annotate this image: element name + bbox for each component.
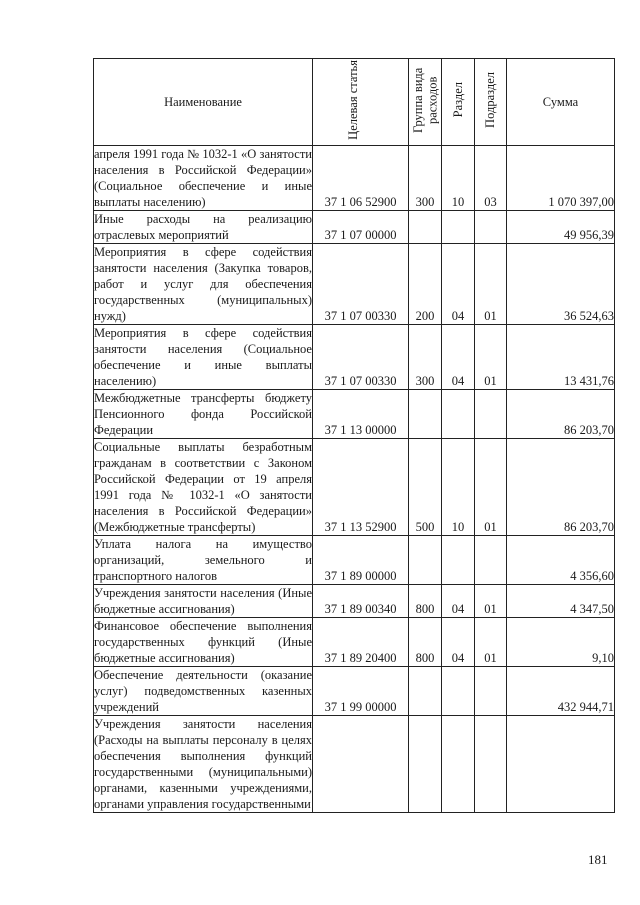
cell-name: Межбюджетные трансферты бюджету Пенсионного фонда Российской Федерации: [94, 391, 312, 437]
cell-name: Иные расходы на реализацию отраслевых мероприятий: [94, 212, 312, 242]
table-row: [94, 244, 615, 325]
cell-sum: 49 956,39: [507, 211, 615, 244]
cell-subsection: 01: [475, 244, 507, 325]
cell-target: 37 1 06 52900: [313, 146, 409, 211]
cell-subsection: 01: [475, 439, 507, 536]
cell-sum: 13 431,76: [507, 325, 615, 390]
page-number: 181: [588, 852, 608, 867]
header-section: Раздел: [442, 59, 475, 146]
cell-subsection: 01: [475, 618, 507, 667]
cell-name: Обеспечение деятельности (оказание услуг) подведомственных казенных учреждений: [94, 668, 312, 714]
cell-name: Уплата налога на имущество организаций, земельного и транспортного налогов: [94, 537, 312, 583]
cell-section: 04: [442, 244, 475, 325]
header-subsection: Подраздел: [475, 59, 507, 146]
cell-target: 37 1 07 00330: [313, 325, 409, 390]
cell-group: [409, 211, 442, 244]
cell-name: Социальные выплаты безработным гражданам в соответствии с Законом Российской Федерации от 19 апреля 1991 года № 1032-1 «О занятости населения в Российской Федерации» (Межбюджетные трансферты): [94, 440, 312, 534]
cell-section: 04: [442, 325, 475, 390]
table-row: [94, 439, 615, 536]
cell-target: 37 1 13 00000: [313, 390, 409, 439]
cell-group: 300: [409, 146, 442, 211]
cell-target: 37 1 89 00340: [313, 585, 409, 618]
cell-subsection: [475, 390, 507, 439]
cell-target: 37 1 89 00000: [313, 536, 409, 585]
cell-subsection: [475, 716, 507, 813]
cell-group: [409, 390, 442, 439]
cell-sum: 9,10: [507, 618, 615, 667]
cell-sum: 4 356,60: [507, 536, 615, 585]
table-row: [94, 536, 615, 585]
cell-name: Учреждения занятости населения (Расходы на выплаты персоналу в целях обеспечения выполнения функций государственными (муниципальными) органами, казенными учреждениями, органами управления государственными: [94, 717, 312, 811]
cell-target: 37 1 07 00000: [313, 211, 409, 244]
table-row: [94, 585, 615, 618]
cell-name: апреля 1991 года № 1032-1 «О занятости населения в Российской Федерации» (Социальное обеспечение и иные выплаты населению): [94, 147, 312, 209]
cell-sum: 1 070 397,00: [507, 146, 615, 211]
cell-subsection: 01: [475, 585, 507, 618]
cell-group: 300: [409, 325, 442, 390]
cell-target: 37 1 13 52900: [313, 439, 409, 536]
cell-sum: [507, 716, 615, 813]
header-target: Целевая статья: [313, 59, 409, 146]
cell-section: 04: [442, 585, 475, 618]
cell-name: Мероприятия в сфере содействия занятости населения (Закупка товаров, работ и услуг для обеспечения государственных (муниципальных) нужд): [94, 245, 312, 323]
table-row: [94, 618, 615, 667]
cell-group: 500: [409, 439, 442, 536]
cell-sum: 432 944,71: [507, 667, 615, 716]
header-sum: Сумма: [507, 59, 615, 146]
cell-section: [442, 667, 475, 716]
cell-name: Мероприятия в сфере содействия занятости населения (Социальное обеспечение и иные выплаты населению): [94, 326, 312, 388]
header-group: Группа вида расходов: [409, 59, 442, 146]
cell-group: [409, 536, 442, 585]
cell-section: 10: [442, 146, 475, 211]
cell-target: 37 1 99 00000: [313, 667, 409, 716]
table-row: [94, 667, 615, 716]
table-row: [94, 716, 615, 813]
table-header-row: [94, 59, 615, 146]
cell-section: [442, 390, 475, 439]
cell-sum: 86 203,70: [507, 439, 615, 536]
cell-group: 800: [409, 585, 442, 618]
cell-target: [313, 716, 409, 813]
cell-subsection: 01: [475, 325, 507, 390]
cell-group: [409, 667, 442, 716]
cell-subsection: [475, 536, 507, 585]
cell-sum: 36 524,63: [507, 244, 615, 325]
cell-group: 800: [409, 618, 442, 667]
cell-subsection: [475, 211, 507, 244]
cell-name: Учреждения занятости населения (Иные бюджетные ассигнования): [94, 586, 312, 616]
cell-name: Финансовое обеспечение выполнения государственных функций (Иные бюджетные ассигнования): [94, 619, 312, 665]
cell-subsection: 03: [475, 146, 507, 211]
cell-section: 10: [442, 439, 475, 536]
table-row: [94, 146, 615, 211]
cell-section: [442, 211, 475, 244]
cell-sum: 86 203,70: [507, 390, 615, 439]
header-name: Наименование: [94, 59, 313, 146]
cell-group: 200: [409, 244, 442, 325]
cell-section: [442, 716, 475, 813]
cell-section: [442, 536, 475, 585]
cell-subsection: [475, 667, 507, 716]
cell-sum: 4 347,50: [507, 585, 615, 618]
cell-group: [409, 716, 442, 813]
table-row: [94, 211, 615, 244]
cell-section: 04: [442, 618, 475, 667]
budget-table: [93, 58, 615, 813]
cell-target: 37 1 07 00330: [313, 244, 409, 325]
table-row: [94, 325, 615, 390]
cell-target: 37 1 89 20400: [313, 618, 409, 667]
table-row: [94, 390, 615, 439]
